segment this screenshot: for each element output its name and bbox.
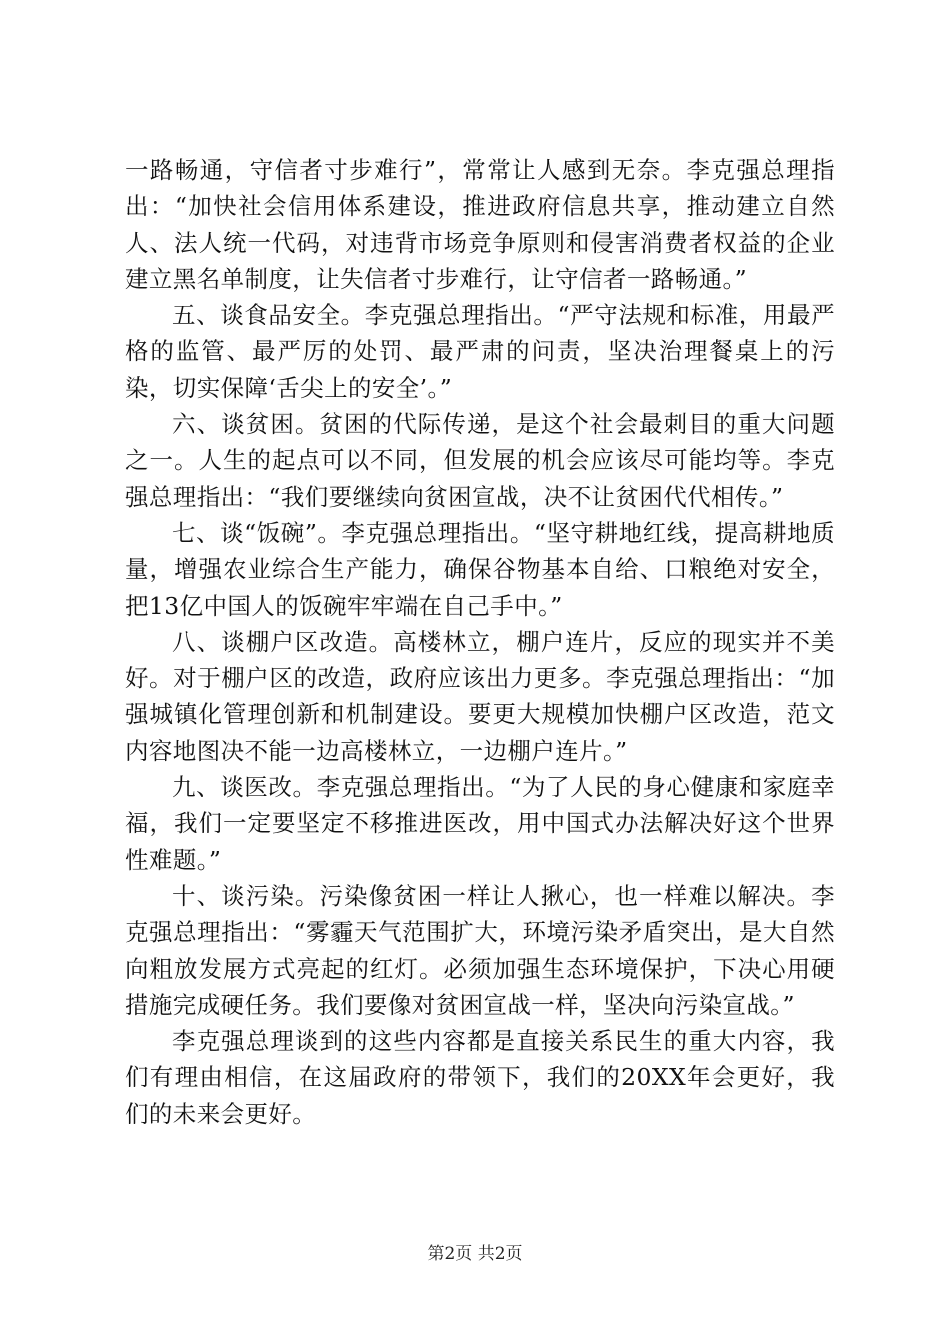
paragraph-food-safety: 五、谈食品安全。李克强总理指出。“严守法规和标准，用最严格的监管、最严厉的处罚、最严肃的问责，坚决治理餐桌上的污染，切实保障‘舌尖上的安全’。” <box>125 301 835 402</box>
paragraph-medical-reform: 九、谈医改。李克强总理指出。“为了人民的身心健康和家庭幸福，我们一定要坚定不移推进医改，用中国式办法解决好这个世界性难题。” <box>125 773 835 874</box>
paragraph-conclusion: 李克强总理谈到的这些内容都是直接关系民生的重大内容，我们有理由相信，在这届政府的带领下，我们的20XX年会更好，我们的未来会更好。 <box>125 1027 835 1128</box>
document-body <box>125 152 835 1132</box>
paragraph-rice-bowl: 七、谈“饭碗”。李克强总理指出。“坚守耕地红线，提高耕地质量，增强农业综合生产能力，确保谷物基本自给、口粮绝对安全，把13亿中国人的饭碗牢牢端在自己手中。” <box>125 518 835 620</box>
paragraph-poverty: 六、谈贫困。贫困的代际传递，是这个社会最刺目的重大问题之一。人生的起点可以不同，但发展的机会应该尽可能均等。李克强总理指出：“我们要继续向贫困宣战，决不让贫困代代相传。” <box>125 410 835 511</box>
paragraph-credit-system-continued: 一路畅通，守信者寸步难行”，常常让人感到无奈。李克强总理指出：“加快社会信用体系建设，推进政府信息共享，推动建立自然人、法人统一代码，对违背市场竞争原则和侵害消费者权益的企业建立黑名单制度，让失信者寸步难行，让守信者一路畅通。” <box>125 156 835 293</box>
paragraph-pollution: 十、谈污染。污染像贫困一样让人揪心，也一样难以解决。李克强总理指出：“雾霾天气范围扩大，环境污染矛盾突出，是大自然向粗放发展方式亮起的红灯。必须加强生态环境保护，下决心用硬措施完成硬任务。我们要像对贫困宣战一样，坚决向污染宣战。” <box>125 881 835 1019</box>
page-number-footer: 第2页 共2页 <box>427 1244 523 1264</box>
paragraph-shantytown-renovation: 八、谈棚户区改造。高楼林立，棚户连片，反应的现实并不美好。对于棚户区的改造，政府应该出力更多。李克强总理指出：“加强城镇化管理创新和机制建设。要更大规模加快棚户区改造，范文内容地图决不能一边高楼林立，一边棚户连片。” <box>125 627 835 765</box>
